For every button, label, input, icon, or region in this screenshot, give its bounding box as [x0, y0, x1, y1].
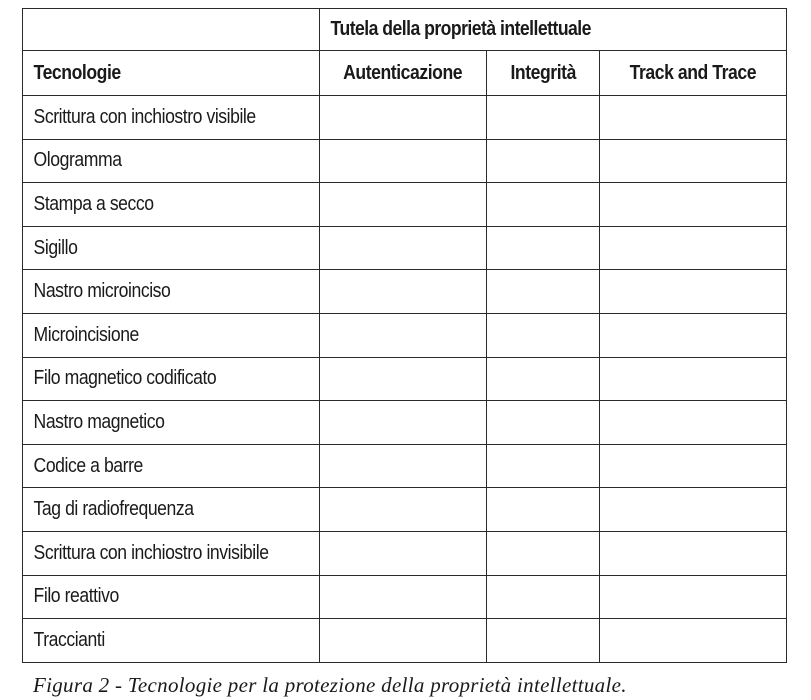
technology-cell — [23, 488, 320, 532]
technology-label: Scrittura con inchiostro invisibile — [33, 541, 269, 564]
technology-cell — [23, 226, 320, 270]
track-and-trace-cell — [600, 444, 787, 488]
technology-label: Stampa a secco — [33, 192, 154, 215]
group-header-title: Tutela della proprietà intellettuale — [330, 18, 591, 40]
technology-label: Nastro magnetico — [33, 410, 165, 433]
column-header-authentication-label: Autenticazione — [343, 61, 463, 84]
column-header-authentication — [320, 51, 487, 96]
table-row — [23, 401, 787, 445]
track-and-trace-cell — [600, 619, 787, 663]
integrity-cell — [487, 357, 600, 401]
track-and-trace-cell — [600, 96, 787, 140]
integrity-cell — [487, 488, 600, 532]
integrity-cell — [487, 575, 600, 619]
technology-cell — [23, 139, 320, 183]
authentication-cell — [320, 357, 487, 401]
technology-label: Nastro microinciso — [33, 280, 171, 303]
technology-label: Microincisione — [33, 323, 139, 346]
table-row — [23, 226, 787, 270]
track-and-trace-cell — [600, 531, 787, 575]
authentication-cell — [320, 313, 487, 357]
integrity-cell — [487, 619, 600, 663]
integrity-cell — [487, 226, 600, 270]
table-row — [23, 96, 787, 140]
integrity-cell — [487, 531, 600, 575]
authentication-cell — [320, 531, 487, 575]
column-header-technologies-label: Tecnologie — [33, 61, 121, 84]
technology-label: Traccianti — [33, 628, 105, 651]
authentication-cell — [320, 96, 487, 140]
column-header-integrity-label: Integrità — [510, 61, 576, 84]
table-row — [23, 139, 787, 183]
authentication-cell — [320, 575, 487, 619]
authentication-cell — [320, 444, 487, 488]
group-header-cell — [320, 9, 787, 51]
track-and-trace-cell — [600, 488, 787, 532]
authentication-cell — [320, 183, 487, 227]
authentication-cell — [320, 270, 487, 314]
track-and-trace-cell — [600, 357, 787, 401]
integrity-cell — [487, 444, 600, 488]
authentication-cell — [320, 401, 487, 445]
authentication-cell — [320, 226, 487, 270]
track-and-trace-cell — [600, 313, 787, 357]
table-row — [23, 313, 787, 357]
technology-cell — [23, 401, 320, 445]
table-row — [23, 183, 787, 227]
column-header-track-and-trace-label: Track and Trace — [629, 61, 757, 84]
integrity-cell — [487, 313, 600, 357]
technology-cell — [23, 270, 320, 314]
empty-corner-cell — [23, 9, 320, 51]
authentication-cell — [320, 488, 487, 532]
integrity-cell — [487, 270, 600, 314]
column-header-track-and-trace — [600, 51, 787, 96]
table-row — [23, 575, 787, 619]
authentication-cell — [320, 619, 487, 663]
table-row — [23, 531, 787, 575]
integrity-cell — [487, 401, 600, 445]
track-and-trace-cell — [600, 139, 787, 183]
figure-caption: Figura 2 - Tecnologie per la protezione della proprietà intellettuale. — [33, 673, 627, 697]
column-header-technologies — [23, 51, 320, 96]
technology-cell — [23, 444, 320, 488]
technology-label: Filo magnetico codificato — [33, 367, 217, 390]
integrity-cell — [487, 96, 600, 140]
integrity-cell — [487, 139, 600, 183]
table-row — [23, 270, 787, 314]
column-header-row — [23, 51, 787, 96]
technology-label: Filo reattivo — [33, 585, 119, 608]
figure-table — [22, 8, 786, 663]
track-and-trace-cell — [600, 575, 787, 619]
integrity-cell — [487, 183, 600, 227]
group-header-row — [23, 9, 787, 51]
track-and-trace-cell — [600, 183, 787, 227]
technology-cell — [23, 575, 320, 619]
track-and-trace-cell — [600, 226, 787, 270]
technology-cell — [23, 183, 320, 227]
technology-cell — [23, 96, 320, 140]
technology-label: Sigillo — [33, 236, 78, 259]
technology-label: Tag di radiofrequenza — [33, 498, 194, 521]
authentication-cell — [320, 139, 487, 183]
technology-label: Scrittura con inchiostro visibile — [33, 105, 256, 128]
table-row — [23, 357, 787, 401]
technology-cell — [23, 619, 320, 663]
technology-label: Ologramma — [33, 149, 122, 172]
track-and-trace-cell — [600, 401, 787, 445]
table-row — [23, 488, 787, 532]
track-and-trace-cell — [600, 270, 787, 314]
column-header-integrity — [487, 51, 600, 96]
technologies-table — [22, 8, 787, 663]
technology-label: Codice a barre — [33, 454, 143, 477]
table-row — [23, 619, 787, 663]
technology-cell — [23, 313, 320, 357]
table-row — [23, 444, 787, 488]
technology-cell — [23, 531, 320, 575]
table-body — [23, 96, 787, 663]
technology-cell — [23, 357, 320, 401]
